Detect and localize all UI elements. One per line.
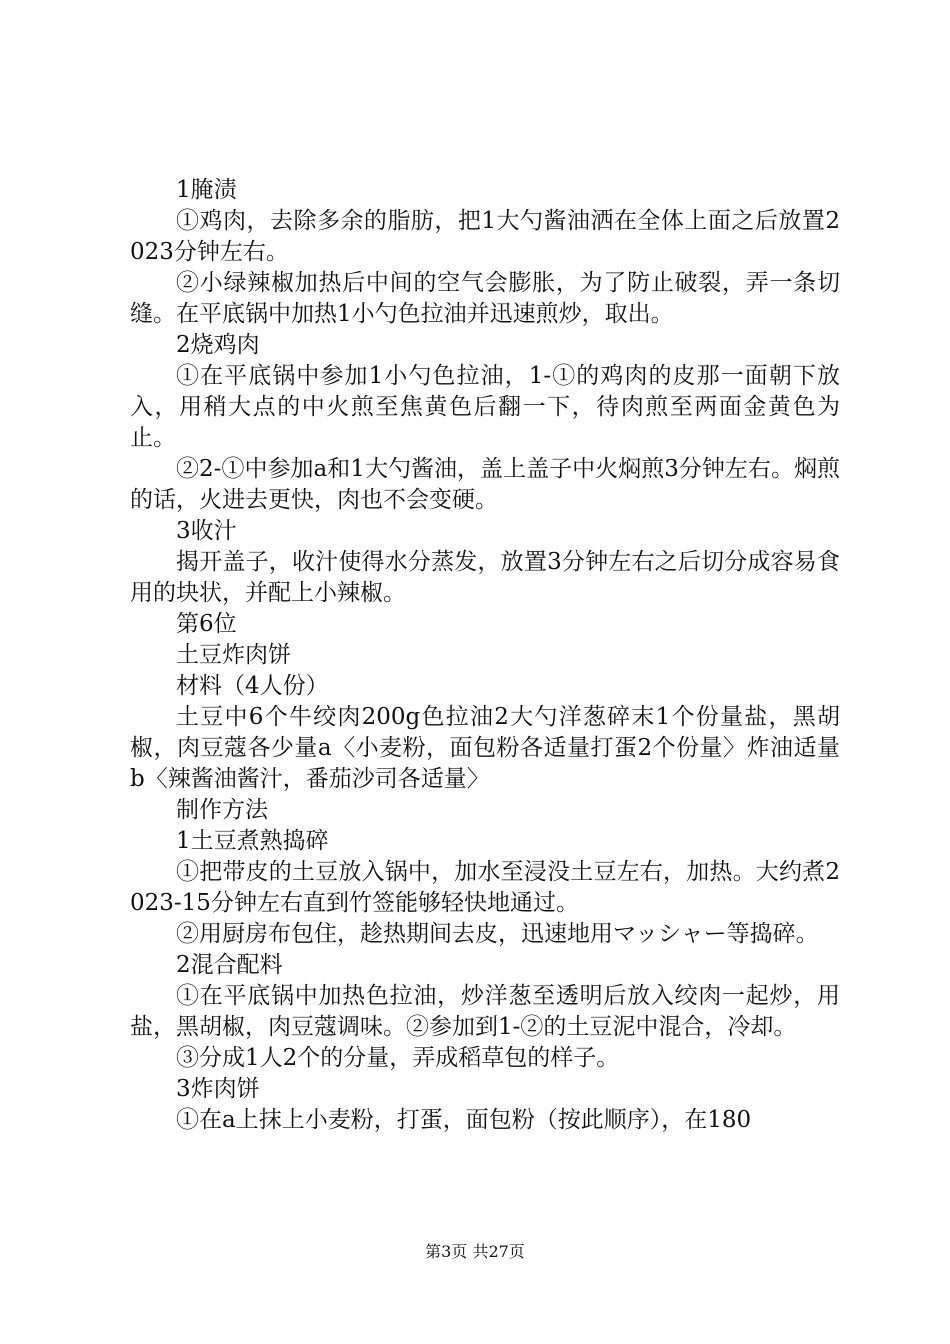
section-heading-reduce-sauce: 3收汁 (176, 518, 237, 544)
rank-heading: 第6位 (176, 611, 237, 637)
section-heading-grill-chicken: 2烧鸡肉 (176, 332, 260, 358)
section-heading-fry: 3炸肉饼 (176, 1076, 260, 1102)
paragraph: 揭开盖子，收汁使得水分蒸发，放置3分钟左右之后切分成容易食用的块状，并配上小辣椒。 (130, 549, 840, 606)
ingredients-heading: 材料（4人份） (176, 673, 329, 699)
section-heading-mash-potato: 1土豆煮熟捣碎 (176, 828, 329, 854)
paragraph: ②2-①中参加a和1大勺酱油，盖上盖子中火焖煎3分钟左右。焖煎的话，火进去更快，肉也不会变硬。 (130, 456, 840, 513)
ingredients-list: 土豆中6个牛绞肉200g色拉油2大勺洋葱碎末1个份量盐，黑胡椒，肉豆蔻各少量a〈小麦粉，面包粉各适量打蛋2个份量〉炸油适量b〈辣酱油酱汁，番茄沙司各适量〉 (130, 704, 840, 792)
section-heading-mix: 2混合配料 (176, 952, 283, 978)
paragraph: ①鸡肉，去除多余的脂肪，把1大勺酱油洒在全体上面之后放置2023分钟左右。 (130, 208, 840, 265)
paragraph: ①在平底锅中加热色拉油，炒洋葱至透明后放入绞肉一起炒，用盐，黑胡椒，肉豆蔻调味。②参加到1-②的土豆泥中混合，冷却。 (130, 983, 840, 1040)
method-heading: 制作方法 (176, 797, 268, 823)
section-heading-marinate: 1腌渍 (176, 177, 237, 203)
recipe-title: 土豆炸肉饼 (176, 642, 291, 668)
paragraph: ①在平底锅中参加1小勺色拉油，1-①的鸡肉的皮那一面朝下放入，用稍大点的中火煎至焦黄色后翻一下，待肉煎至两面金黄色为止。 (130, 363, 840, 451)
paragraph: ①在a上抹上小麦粉，打蛋，面包粉（按此顺序），在180 (176, 1107, 752, 1133)
paragraph: ②小绿辣椒加热后中间的空气会膨胀，为了防止破裂，弄一条切缝。在平底锅中加热1小勺色拉油并迅速煎炒，取出。 (130, 270, 840, 327)
paragraph: ③分成1人2个的分量，弄成稻草包的样子。 (176, 1045, 620, 1071)
document-body (130, 175, 840, 1136)
paragraph: ①把带皮的土豆放入锅中，加水至浸没土豆左右，加热。大约煮2023-15分钟左右直到竹签能够轻快地通过。 (130, 859, 840, 916)
page-footer: 第3页 共27页 (425, 1242, 525, 1261)
paragraph: ②用厨房布包住，趁热期间去皮，迅速地用マッシャー等捣碎。 (176, 921, 819, 947)
